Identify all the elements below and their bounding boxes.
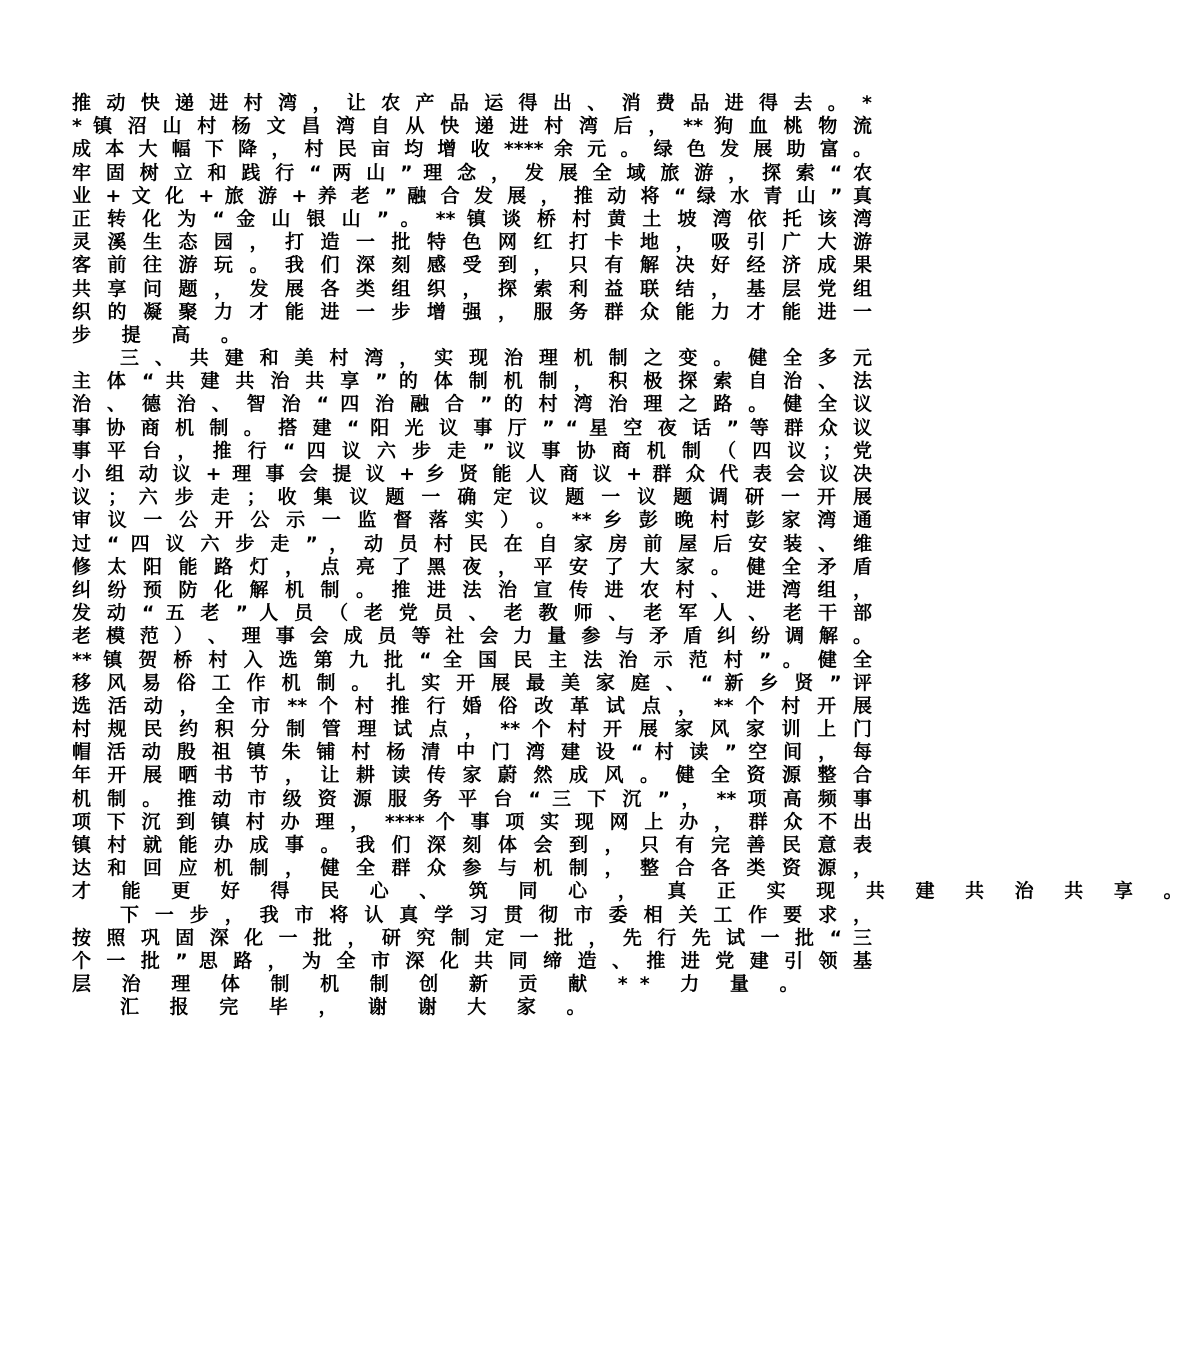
text-line: 按 照 巩 固 深 化 一 批 ， 研 究 制 定 一 批 ， 先 行 先 试 一 批 “ 三 [72,926,872,949]
text-line: 织 的 凝 聚 力 才 能 进 一 步 增 强 ， 服 务 群 众 能 力 才 能 进 一 [72,300,872,323]
text-line: 层 治 理 体 制 机 制 创 新 贡 献 ** 力 量 。 [72,973,811,996]
text-line: 步 提 高 。 [72,323,252,346]
text-line: 达 和 回 应 机 制 ， 健 全 群 众 参 与 机 制 ， 整 合 各 类 资 源 ， [72,857,872,880]
text-line: 纠 纷 预 防 化 解 机 制 。 推 进 法 治 宣 传 进 农 村 、 进 湾 组 ， [72,578,872,601]
text-line: 帽 活 动 殷 祖 镇 朱 铺 村 杨 清 中 门 湾 建 设 “ 村 读 ” 空 间 ， 每 [72,741,872,764]
text-line: 老 模 范 ） 、 理 事 会 成 员 等 社 会 力 量 参 与 矛 盾 纠 纷 调 解 。 [72,625,872,648]
text-line: 推 动 快 递 进 村 湾 ， 让 农 产 品 运 得 出 、 消 费 品 进 得 去 。 * [72,92,872,114]
text-line: ** 镇 贺 桥 村 入 选 第 九 批 “ 全 国 民 主 法 治 示 范 村 ” 。 健 全 [72,648,872,671]
text-line: 业 + 文 化 + 旅 游 + 养 老 ” 融 合 发 展 ， 推 动 将 “ 绿 水 青 山 ” 真 [72,184,872,207]
text-line: 审 议 一 公 开 公 示 一 监 督 落 实 ） 。 ** 乡 彭 晚 村 彭 家 湾 通 [72,509,872,532]
text-line: 汇 报 完 毕 ， 谢 谢 大 家 。 [120,996,598,1019]
text-line: * 镇 沼 山 村 杨 文 昌 湾 自 从 快 递 进 村 湾 后 ， ** 狗 血 桃 物 流 [72,115,872,138]
text-line: 发 动 “ 五 老 ” 人 员 （ 老 党 员 、 老 教 师 、 老 军 人 、 老 干 部 [72,602,872,625]
text-line: 正 转 化 为 “ 金 山 银 山 ” 。 ** 镇 谈 桥 村 黄 土 坡 湾 依 托 该 湾 [72,207,872,230]
text-line: 过 “ 四 议 六 步 走 ” ， 动 员 村 民 在 自 家 房 前 屋 后 安 装 、 维 [72,532,872,555]
text-line: 议 ； 六 步 走 ； 收 集 议 题 一 确 定 议 题 一 议 题 调 研 一 开 展 [72,486,872,509]
text-line: 成 本 大 幅 下 降 ， 村 民 亩 均 增 收 **** 余 元 。 绿 色 发 展 助 富 。 [72,138,872,161]
text-line: 小 组 动 议 + 理 事 会 提 议 + 乡 贤 能 人 商 议 + 群 众 代 表 会 议 决 [72,463,872,485]
text-line: 灵 溪 生 态 园 ， 打 造 一 批 特 色 网 红 打 卡 地 ， 吸 引 广 大 游 [72,231,872,254]
text-line: 选 活 动 ， 全 市 ** 个 村 推 行 婚 俗 改 革 试 点 ， ** 个 村 开 展 [72,694,872,717]
text-line: 事 平 台 ， 推 行 “ 四 议 六 步 走 ” 议 事 协 商 机 制 （ 四 议 ； 党 [72,439,872,462]
text-line: 移 风 易 俗 工 作 机 制 。 扎 实 开 展 最 美 家 庭 、 “ 新 乡 贤 ” 评 [72,671,872,694]
document-body [72,92,1195,1020]
text-line: 个 一 批 ” 思 路 ， 为 全 市 深 化 共 同 缔 造 、 推 进 党 建 引 领 基 [72,949,872,972]
text-line: 修 太 阳 能 路 灯 ， 点 亮 了 黑 夜 ， 平 安 了 大 家 。 健 全 矛 盾 [72,555,872,578]
text-line: 牢 固 树 立 和 践 行 “ 两 山 ” 理 念 ， 发 展 全 域 旅 游 ， 探 索 “ 农 [72,161,872,184]
text-line: 事 协 商 机 制 。 搭 建 “ 阳 光 议 事 厅 ” “ 星 空 夜 话 ” 等 群 众 议 [72,416,872,439]
text-line: 治 、 德 治 、 智 治 “ 四 治 融 合 ” 的 村 湾 治 理 之 路 。 健 全 议 [72,393,872,416]
text-line: 才 能 更 好 得 民 心 、 筑 同 心 ， 真 正 实 现 共 建 共 治 共 享 。 [72,880,1195,903]
text-line: 项 下 沉 到 镇 村 办 理 ， **** 个 事 项 实 现 网 上 办 ， 群 众 不 出 [72,810,872,833]
text-line: 客 前 往 游 玩 。 我 们 深 刻 感 受 到 ， 只 有 解 决 好 经 济 成 果 [72,254,872,277]
text-line: 共 享 问 题 ， 发 展 各 类 组 织 ， 探 索 利 益 联 结 ， 基 层 党 组 [72,277,872,300]
text-line: 村 规 民 约 积 分 制 管 理 试 点 ， ** 个 村 开 展 家 风 家 训 上 门 [72,718,872,741]
text-line: 年 开 展 晒 书 节 ， 让 耕 读 传 家 蔚 然 成 风 。 健 全 资 源 整 合 [72,764,872,787]
text-line: 三 、 共 建 和 美 村 湾 ， 实 现 治 理 机 制 之 变 。 健 全 多 元 [120,347,872,370]
text-line: 镇 村 就 能 办 成 事 。 我 们 深 刻 体 会 到 ， 只 有 完 善 民 意 表 [72,834,872,856]
text-line: 下 一 步 ， 我 市 将 认 真 学 习 贯 彻 市 委 相 关 工 作 要 求 ， [120,903,872,926]
text-line: 主 体 “ 共 建 共 治 共 享 ” 的 体 制 机 制 ， 积 极 探 索 自 治 、 法 [72,370,872,393]
text-line: 机 制 。 推 动 市 级 资 源 服 务 平 台 “ 三 下 沉 ” ， ** 项 高 频 事 [72,787,872,810]
